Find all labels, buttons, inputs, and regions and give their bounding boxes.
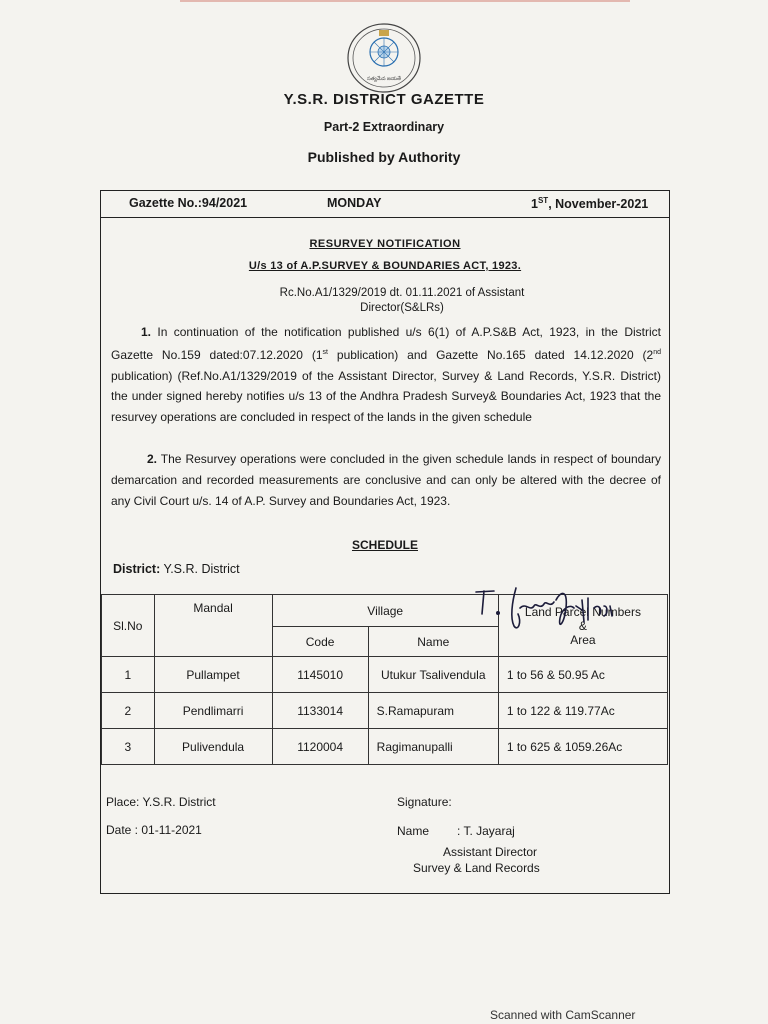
notification-box <box>100 190 670 894</box>
gazette-header-row <box>101 191 669 218</box>
reference-number: Rc.No.A1/1329/2019 dt. 01.11.2021 of Assistant Director(S&LRs) <box>279 287 525 314</box>
row-village-name: Utukur Tsalivendula <box>368 657 498 693</box>
district-line: District: Y.S.R. District <box>113 562 240 576</box>
handwritten-signature <box>418 578 618 658</box>
row-code: 1145010 <box>272 657 368 693</box>
header-code: Code <box>272 627 368 657</box>
published-by: Published by Authority <box>307 149 461 165</box>
header-name: Name <box>368 627 498 657</box>
gazette-day: MONDAY <box>327 196 382 210</box>
designation-line-1: Assistant Director <box>443 845 538 859</box>
paragraph-1: 1. In continuation of the notification published u/s 6(1) of A.P.S&B Act, 1923, in the District Gazette No.159 dated:07.12.2020 (1st publication) and Gazette No.165 dated 14.12.2020 (2nd publication) (Ref.No.A1/1329/2019 of the Assistant Director, Survey & Land Records, Y.S.R. District) the under signed hereby notifies u/s 13 of the Andhra Pradesh Survey& Boundaries Act, 1923 that the resurvey operations are concluded in respect of the lands in the given schedule <box>111 325 661 425</box>
row-village-name: Ragimanupalli <box>368 729 498 765</box>
table-row <box>102 657 668 693</box>
row-village-name: S.Ramapuram <box>368 693 498 729</box>
notification-heading: RESURVEY NOTIFICATION <box>309 238 461 250</box>
gazette-date: 1ST, November-2021 <box>531 196 649 212</box>
scan-edge-line <box>180 0 630 2</box>
header-mandal: Mandal <box>154 595 272 657</box>
notification-subheading: U/s 13 of A.P.SURVEY & BOUNDARIES ACT, 1923. <box>248 260 522 272</box>
row-slno: 2 <box>102 693 155 729</box>
date-line: Date : 01-11-2021 <box>106 823 202 837</box>
row-mandal: Pulivendula <box>154 729 272 765</box>
row-parcel: 1 to 122 & 119.77Ac <box>498 693 667 729</box>
row-code: 1133014 <box>272 693 368 729</box>
gazette-number: Gazette No.:94/2021 <box>129 196 248 210</box>
gazette-title: Y.S.R. DISTRICT GAZETTE <box>283 91 485 108</box>
row-code: 1120004 <box>272 729 368 765</box>
header-slno: Sl.No <box>102 595 155 657</box>
scanner-watermark: Scanned with CamScanner <box>490 1008 636 1022</box>
row-mandal: Pendlimarri <box>154 693 272 729</box>
header-parcel: Land Parcel Numbers & Area <box>498 595 667 657</box>
name-label: Name <box>397 824 430 838</box>
paragraph-2: 2. The Resurvey operations were concluded in the given schedule lands in respect of boundary demarcation and recorded measurements are conclusive and can only be altered with the decree of any Civil Court u/s. 14 of A.P. Survey and Boundaries Act, 1923. <box>111 452 661 508</box>
row-slno: 3 <box>102 729 155 765</box>
place-line: Place: Y.S.R. District <box>106 795 216 809</box>
designation-line-2: Survey & Land Records <box>413 861 540 875</box>
state-emblem-icon <box>346 22 422 94</box>
gazette-part: Part-2 Extraordinary <box>323 120 445 134</box>
schedule-heading: SCHEDULE <box>351 538 418 552</box>
table-row <box>102 729 668 765</box>
name-value: : T. Jayaraj <box>457 824 515 838</box>
signature-label: Signature: <box>397 795 452 809</box>
header-village: Village <box>272 595 498 627</box>
row-slno: 1 <box>102 657 155 693</box>
row-mandal: Pullampet <box>154 657 272 693</box>
table-row <box>102 693 668 729</box>
row-parcel: 1 to 56 & 50.95 Ac <box>498 657 667 693</box>
emblem-motto: సత్యమేవ జయతే <box>367 76 401 82</box>
row-parcel: 1 to 625 & 1059.26Ac <box>498 729 667 765</box>
